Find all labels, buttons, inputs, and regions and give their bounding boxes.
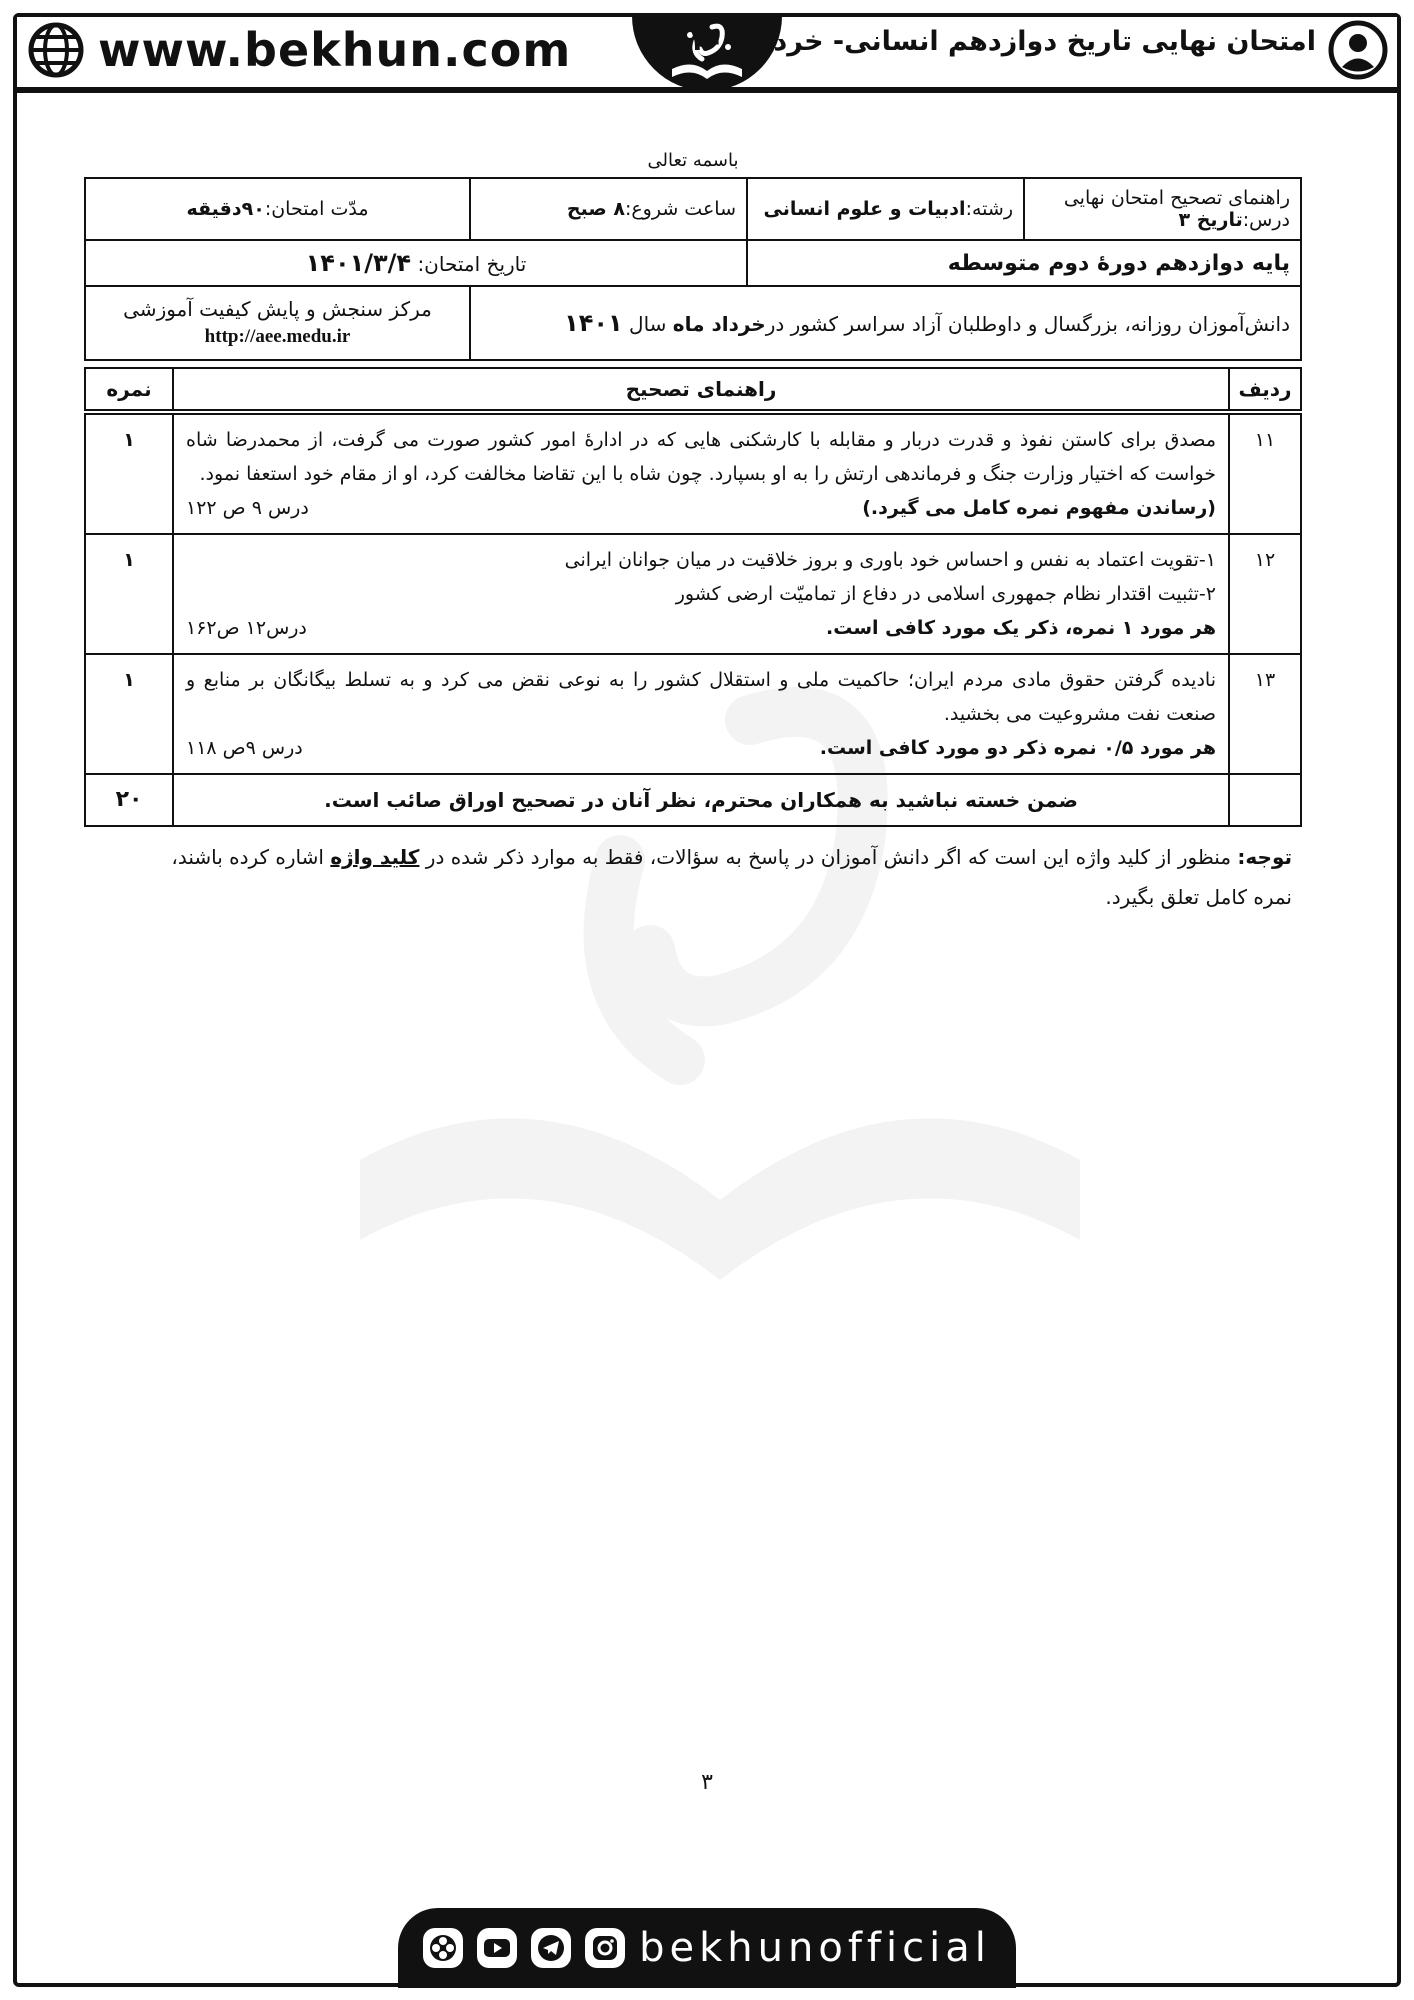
date-label: تاریخ امتحان: bbox=[417, 252, 527, 276]
closing-remark bbox=[173, 774, 1229, 826]
start-value: ۸ صبح bbox=[566, 198, 625, 220]
audience-text: دانش‌آموزان روزانه، بزرگسال و داوطلبان آزاد سراسر کشور در bbox=[765, 312, 1290, 336]
center-cell bbox=[85, 286, 470, 360]
start-time-cell bbox=[470, 178, 747, 240]
note-text-1: منظور از کلید واژه این است که اگر دانش آموزان در پاسخ به سؤالات، فقط به موارد ذکر شده در bbox=[419, 845, 1238, 869]
year-value: ۱۴۰۱ bbox=[564, 309, 623, 337]
table-row bbox=[85, 654, 1301, 774]
answer-note: (رساندن مفهوم نمره کامل می گیرد.) bbox=[862, 497, 1216, 519]
site-url[interactable]: www.bekhun.com bbox=[98, 23, 572, 77]
exam-month: خرداد ماه bbox=[672, 312, 766, 336]
closing-remark-part2: نظر آنان در تصحیح اوراق صائب است. bbox=[324, 788, 704, 812]
row-number: ۱۲ bbox=[1229, 534, 1301, 654]
center-name: مرکز سنجش و پایش کیفیت آموزشی bbox=[123, 297, 432, 321]
duration-value: ۹۰ bbox=[241, 198, 265, 220]
answer-line: ۱-تقویت اعتماد به نفس و احساس خود باوری و بروز خلاقیت در میان جوانان ایرانی bbox=[564, 549, 1216, 571]
instagram-icon[interactable] bbox=[585, 1928, 625, 1968]
answer-key-table bbox=[84, 367, 1302, 827]
answer-note: هر مورد ۱ نمره، ذکر یک مورد کافی است. bbox=[826, 617, 1216, 639]
col-row-header: ردیف bbox=[1229, 368, 1301, 410]
exam-content bbox=[84, 150, 1302, 917]
row-answer bbox=[173, 654, 1229, 774]
answer-ref: درس ۹ ص ۱۲۲ bbox=[186, 497, 309, 519]
row-number: ۱۱ bbox=[1229, 414, 1301, 534]
date-cell bbox=[85, 240, 747, 286]
answer-ref: درس ۹ص ۱۱۸ bbox=[186, 737, 303, 759]
bismillah: باسمه تعالی bbox=[647, 150, 739, 171]
answer-line: ۲-تثبیت اقتدار نظام جمهوری اسلامی در دفاع از تمامیّت ارضی کشور bbox=[675, 583, 1216, 605]
closing-remark-part1: ضمن خسته نباشید به همکاران محترم، bbox=[703, 788, 1078, 812]
answer-ref: درس۱۲ ص۱۶۲ bbox=[186, 617, 307, 639]
youtube-icon[interactable] bbox=[477, 1928, 517, 1968]
center-url[interactable]: http://aee.medu.ir bbox=[204, 326, 351, 347]
audience-cell bbox=[470, 286, 1301, 360]
answer-line: نادیده گرفتن حقوق مادی مردم ایران؛ حاکمیت ملی و استقلال کشور را به نوعی نقض می کرد و به تسلط بیگانگان بر منابع و صنعت نفت مشروعیت می بخشید. bbox=[186, 669, 1216, 725]
row-score: ۱ bbox=[85, 654, 173, 774]
course-label: راهنمای تصحیح امتحان نهایی درس: bbox=[1063, 187, 1290, 231]
note-text-2: اشاره کرده باشند، نمره کامل تعلق بگیرد. bbox=[171, 845, 1292, 909]
row-number: ۱۳ bbox=[1229, 654, 1301, 774]
globe-icon bbox=[28, 22, 84, 78]
row-answer bbox=[173, 534, 1229, 654]
answer-table-header bbox=[85, 368, 1301, 410]
col-score-header: نمره bbox=[85, 368, 173, 410]
user-icon[interactable] bbox=[1328, 20, 1388, 80]
page-number: ۳ bbox=[701, 1770, 713, 1795]
start-label: ساعت شروع: bbox=[624, 198, 736, 220]
social-footer bbox=[398, 1908, 1016, 1988]
row-answer bbox=[173, 414, 1229, 534]
table-row bbox=[85, 414, 1301, 534]
col-guide-header: راهنمای تصحیح bbox=[173, 368, 1229, 410]
exam-header-table bbox=[84, 177, 1302, 361]
row-score: ۱ bbox=[85, 534, 173, 654]
answer-note: هر مورد ۰/۵ نمره ذکر دو مورد کافی است. bbox=[819, 737, 1216, 759]
field-cell bbox=[747, 178, 1024, 240]
note-keyword: کلید واژه bbox=[330, 845, 420, 869]
telegram-icon[interactable] bbox=[531, 1928, 571, 1968]
duration-label: مدّت امتحان: bbox=[264, 198, 369, 220]
field-value: ادبیات و علوم انسانی bbox=[763, 198, 966, 220]
date-value: ۱۴۰۱/۳/۴ bbox=[305, 249, 412, 277]
table-row bbox=[85, 534, 1301, 654]
duration-cell bbox=[85, 178, 470, 240]
course-cell bbox=[1024, 178, 1301, 240]
aparat-icon[interactable] bbox=[423, 1928, 463, 1968]
course-value: تاریخ ۳ bbox=[1178, 209, 1243, 231]
footer-handle[interactable]: bekhunofficial bbox=[639, 1925, 991, 1971]
duration-unit: دقیقه bbox=[186, 198, 242, 220]
total-score: ۲۰ bbox=[85, 774, 173, 826]
grade-cell: پایه دوازدهم دورۀ دوم متوسطه bbox=[747, 240, 1301, 286]
year-label: سال bbox=[629, 312, 667, 336]
row-score: ۱ bbox=[85, 414, 173, 534]
note-paragraph bbox=[84, 837, 1302, 917]
note-label: توجه: bbox=[1237, 845, 1292, 869]
header-title: امتحان نهایی تاریخ دوازدهم انسانی- خرداد ۱۴۰۱ bbox=[674, 26, 1316, 57]
field-label: رشته: bbox=[965, 198, 1013, 220]
answer-line: مصدق برای کاستن نفوذ و قدرت دربار و مقابله با کارشکنی هایی که در ادارۀ امور کشور صورت می گرفت، از محمدرضا شاه خواست که اختیار وزارت جنگ و فرماندهی ارتش را به او بسپارد. چون شاه با این تقاضا مخالفت کرد، او از مقام خود استعفا نمود. bbox=[186, 429, 1216, 485]
site-link[interactable] bbox=[28, 22, 571, 78]
table-footer-row bbox=[85, 774, 1301, 826]
